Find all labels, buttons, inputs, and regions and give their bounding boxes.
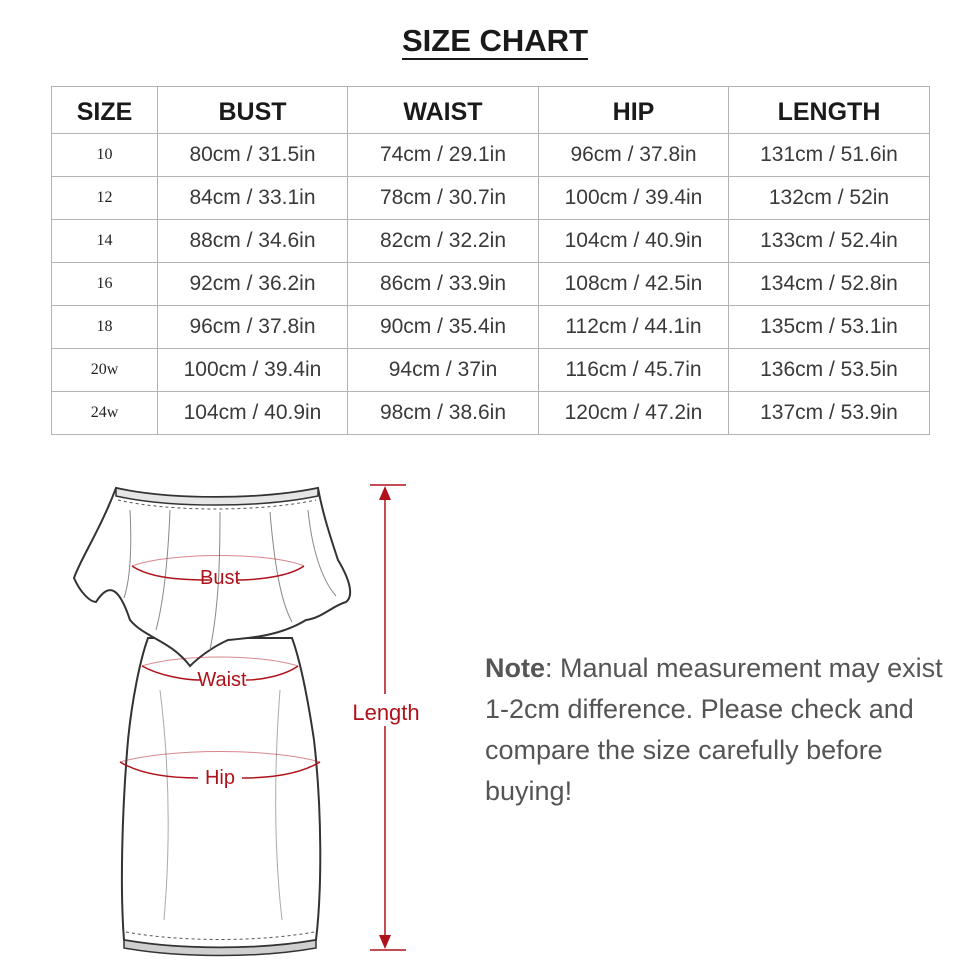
bust-cell: 92cm / 36.2in: [158, 263, 348, 306]
hip-cell: 100cm / 39.4in: [539, 177, 729, 220]
table-row: [52, 392, 930, 435]
table-header-row: [52, 87, 930, 134]
length-arrow-down: [379, 935, 391, 949]
page-title: [0, 22, 980, 60]
hip-cell: 116cm / 45.7in: [539, 349, 729, 392]
waist-cell: 86cm / 33.9in: [348, 263, 539, 306]
hip-cell: 96cm / 37.8in: [539, 134, 729, 177]
note-paragraph: [485, 648, 955, 812]
size-cell: 10: [52, 134, 158, 177]
length-arrow-up: [379, 486, 391, 500]
waist-cell: 98cm / 38.6in: [348, 392, 539, 435]
size-cell: 16: [52, 263, 158, 306]
table-row: [52, 220, 930, 263]
bust-cell: 88cm / 34.6in: [158, 220, 348, 263]
length-label: Length: [352, 700, 420, 725]
size-cell: 24w: [52, 392, 158, 435]
dress-illustration: [60, 470, 440, 970]
header-waist: WAIST: [348, 87, 539, 134]
table-row: [52, 177, 930, 220]
size-cell: 20w: [52, 349, 158, 392]
hip-cell: 104cm / 40.9in: [539, 220, 729, 263]
hip-label: Hip: [204, 767, 236, 789]
header-bust: BUST: [158, 87, 348, 134]
hip-cell: 112cm / 44.1in: [539, 306, 729, 349]
table-row: [52, 263, 930, 306]
size-table: [51, 86, 930, 435]
header-length: LENGTH: [729, 87, 930, 134]
size-cell: 12: [52, 177, 158, 220]
header-hip: HIP: [539, 87, 729, 134]
size-cell: 18: [52, 306, 158, 349]
waist-cell: 90cm / 35.4in: [348, 306, 539, 349]
header-size: SIZE: [52, 87, 158, 134]
length-cell: 135cm / 53.1in: [729, 306, 930, 349]
length-cell: 132cm / 52in: [729, 177, 930, 220]
waist-label: Waist: [197, 669, 247, 691]
waist-cell: 74cm / 29.1in: [348, 134, 539, 177]
table-row: [52, 134, 930, 177]
size-cell: 14: [52, 220, 158, 263]
table-row: [52, 349, 930, 392]
table-row: [52, 306, 930, 349]
length-cell: 133cm / 52.4in: [729, 220, 930, 263]
bust-label: Bust: [199, 567, 241, 589]
hip-cell: 120cm / 47.2in: [539, 392, 729, 435]
waist-cell: 82cm / 32.2in: [348, 220, 539, 263]
bust-cell: 100cm / 39.4in: [158, 349, 348, 392]
bust-cell: 104cm / 40.9in: [158, 392, 348, 435]
bust-cell: 96cm / 37.8in: [158, 306, 348, 349]
hip-cell: 108cm / 42.5in: [539, 263, 729, 306]
waist-cell: 94cm / 37in: [348, 349, 539, 392]
note-label: Note: [485, 653, 545, 683]
bust-cell: 84cm / 33.1in: [158, 177, 348, 220]
length-cell: 136cm / 53.5in: [729, 349, 930, 392]
length-cell: 131cm / 51.6in: [729, 134, 930, 177]
note-text: : Manual measurement may exist 1-2cm difference. Please check and compare the size carefully before buying!: [485, 653, 943, 806]
length-cell: 137cm / 53.9in: [729, 392, 930, 435]
bust-cell: 80cm / 31.5in: [158, 134, 348, 177]
page-title-text: SIZE CHART: [402, 23, 588, 58]
length-cell: 134cm / 52.8in: [729, 263, 930, 306]
waist-cell: 78cm / 30.7in: [348, 177, 539, 220]
